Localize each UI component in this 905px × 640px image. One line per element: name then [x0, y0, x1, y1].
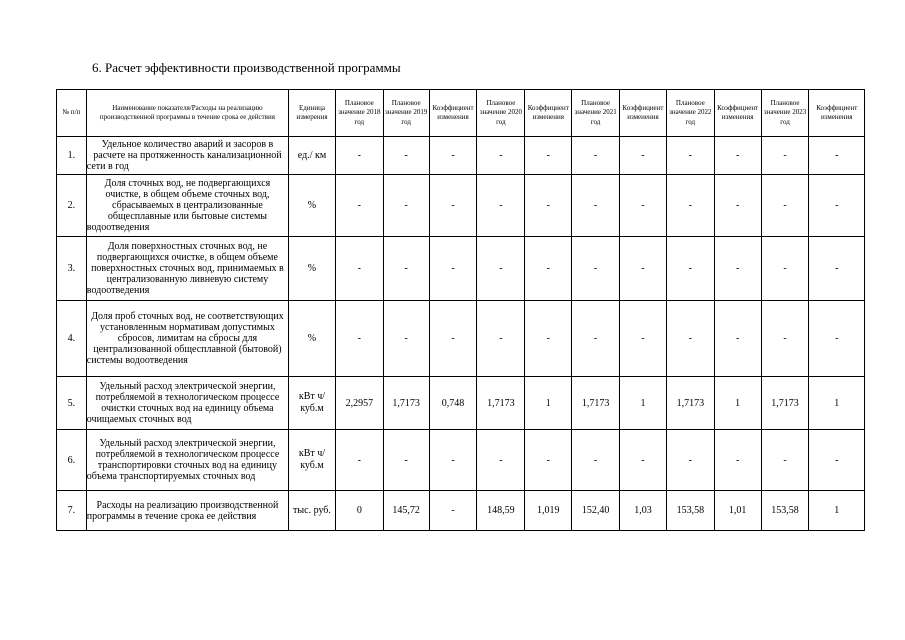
value-cell: -	[335, 301, 383, 377]
value-cell: -	[666, 137, 714, 175]
value-cell: 1	[809, 377, 865, 430]
value-cell: -	[335, 137, 383, 175]
value-cell: -	[809, 175, 865, 237]
value-cell: 1	[525, 377, 572, 430]
value-cell: -	[572, 430, 620, 491]
value-cell: 1	[620, 377, 667, 430]
column-header: Коэффициент изменения	[714, 90, 761, 137]
value-cell: -	[761, 137, 809, 175]
value-cell: -	[477, 430, 525, 491]
value-cell: -	[809, 301, 865, 377]
value-cell: 153,58	[666, 491, 714, 531]
value-cell: -	[335, 237, 383, 301]
column-header: Коэффициент изменения	[429, 90, 477, 137]
value-cell: -	[525, 237, 572, 301]
table-header-row	[57, 90, 865, 137]
value-cell: -	[525, 430, 572, 491]
value-cell: 145,72	[383, 491, 429, 531]
value-cell: -	[761, 301, 809, 377]
value-cell: -	[714, 137, 761, 175]
table-row	[57, 377, 865, 430]
value-cell: -	[477, 301, 525, 377]
row-number: 7.	[57, 491, 87, 531]
value-cell: -	[525, 301, 572, 377]
unit-cell: тыс. руб.	[289, 491, 336, 531]
table-row	[57, 301, 865, 377]
column-header: Плановое значение 2020 год	[477, 90, 525, 137]
column-header: Коэффициент изменения	[620, 90, 667, 137]
value-cell: -	[620, 137, 667, 175]
value-cell: -	[525, 175, 572, 237]
indicator-name: Доля поверхностных сточных вод, не подвергающихся очистке, в общем объеме поверхностных сточных вод, принимаемых в централизованную ливневую систему водоотведения	[86, 237, 288, 301]
column-header: № п/п	[57, 90, 87, 137]
column-header: Коэффициент изменения	[809, 90, 865, 137]
value-cell: 152,40	[572, 491, 620, 531]
value-cell: -	[809, 137, 865, 175]
row-number: 1.	[57, 137, 87, 175]
value-cell: 0,748	[429, 377, 477, 430]
value-cell: -	[666, 301, 714, 377]
unit-cell: кВт ч/куб.м	[289, 377, 336, 430]
table-body	[57, 137, 865, 531]
value-cell: 1,7173	[383, 377, 429, 430]
column-header: Плановое значение 2022 год	[666, 90, 714, 137]
value-cell: -	[383, 137, 429, 175]
section-title: 6. Расчет эффективности производственной программы	[92, 60, 401, 75]
row-number: 3.	[57, 237, 87, 301]
value-cell: -	[666, 430, 714, 491]
column-header: Плановое значение 2019 год	[383, 90, 429, 137]
unit-cell: ед./ км	[289, 137, 336, 175]
value-cell: -	[620, 175, 667, 237]
value-cell: -	[761, 237, 809, 301]
value-cell: -	[761, 430, 809, 491]
value-cell: 1,7173	[666, 377, 714, 430]
value-cell: -	[429, 237, 477, 301]
value-cell: -	[429, 491, 477, 531]
value-cell: -	[429, 175, 477, 237]
unit-cell: %	[289, 237, 336, 301]
column-header: Единица измерения	[289, 90, 336, 137]
value-cell: 1	[714, 377, 761, 430]
value-cell: -	[572, 175, 620, 237]
column-header: Плановое значение 2021 год	[572, 90, 620, 137]
value-cell: -	[714, 301, 761, 377]
table-row	[57, 237, 865, 301]
column-header: Плановое значение 2023 год	[761, 90, 809, 137]
value-cell: -	[572, 301, 620, 377]
value-cell: 153,58	[761, 491, 809, 531]
value-cell: -	[383, 301, 429, 377]
value-cell: -	[335, 175, 383, 237]
value-cell: -	[761, 175, 809, 237]
value-cell: 1,7173	[572, 377, 620, 430]
table-row	[57, 137, 865, 175]
value-cell: -	[620, 237, 667, 301]
table-row	[57, 430, 865, 491]
indicator-name: Расходы на реализацию производственной программы в течение срока ее действия	[86, 491, 288, 531]
value-cell: -	[477, 237, 525, 301]
row-number: 5.	[57, 377, 87, 430]
value-cell: 148,59	[477, 491, 525, 531]
value-cell: -	[666, 237, 714, 301]
value-cell: -	[572, 237, 620, 301]
efficiency-table	[56, 89, 865, 531]
unit-cell: %	[289, 301, 336, 377]
value-cell: -	[383, 237, 429, 301]
row-number: 4.	[57, 301, 87, 377]
unit-cell: %	[289, 175, 336, 237]
column-header: Коэффициент изменения	[525, 90, 572, 137]
column-header: Наименование показателя/Расходы на реализацию производственной программы в течение срока ее действия	[86, 90, 288, 137]
value-cell: 1,7173	[477, 377, 525, 430]
value-cell: -	[383, 430, 429, 491]
table-row	[57, 175, 865, 237]
unit-cell: кВт ч/куб.м	[289, 430, 336, 491]
value-cell: -	[335, 430, 383, 491]
indicator-name: Удельный расход электрической энергии, потребляемой в технологическом процессе транспортировки сточных вод на единицу объема транспортируемых сточных вод	[86, 430, 288, 491]
value-cell: 0	[335, 491, 383, 531]
value-cell: -	[429, 137, 477, 175]
table-row	[57, 491, 865, 531]
value-cell: -	[620, 430, 667, 491]
row-number: 2.	[57, 175, 87, 237]
value-cell: -	[620, 301, 667, 377]
value-cell: 1,019	[525, 491, 572, 531]
value-cell: -	[666, 175, 714, 237]
value-cell: -	[429, 430, 477, 491]
value-cell: -	[477, 137, 525, 175]
value-cell: -	[809, 237, 865, 301]
value-cell: -	[714, 175, 761, 237]
indicator-name: Удельное количество аварий и засоров в расчете на протяженность канализационной сети в год	[86, 137, 288, 175]
indicator-name: Доля сточных вод, не подвергающихся очистке, в общем объеме сточных вод, сбрасываемых в централизованные общесплавные или бытовые системы водоотведения	[86, 175, 288, 237]
value-cell: -	[525, 137, 572, 175]
indicator-name: Доля проб сточных вод, не соответствующих установленным нормативам допустимых сбросов, лимитам на сбросы для централизованной общесплавной (бытовой) системы водоотведения	[86, 301, 288, 377]
value-cell: 2,2957	[335, 377, 383, 430]
value-cell: -	[714, 237, 761, 301]
value-cell: 1,03	[620, 491, 667, 531]
row-number: 6.	[57, 430, 87, 491]
value-cell: 1	[809, 491, 865, 531]
value-cell: -	[477, 175, 525, 237]
column-header: Плановое значение 2018 год	[335, 90, 383, 137]
value-cell: -	[714, 430, 761, 491]
value-cell: -	[429, 301, 477, 377]
value-cell: -	[383, 175, 429, 237]
value-cell: 1,01	[714, 491, 761, 531]
value-cell: 1,7173	[761, 377, 809, 430]
indicator-name: Удельный расход электрической энергии, потребляемой в технологическом процессе очистки сточных вод на единицу объема очищаемых сточных вод	[86, 377, 288, 430]
value-cell: -	[809, 430, 865, 491]
value-cell: -	[572, 137, 620, 175]
